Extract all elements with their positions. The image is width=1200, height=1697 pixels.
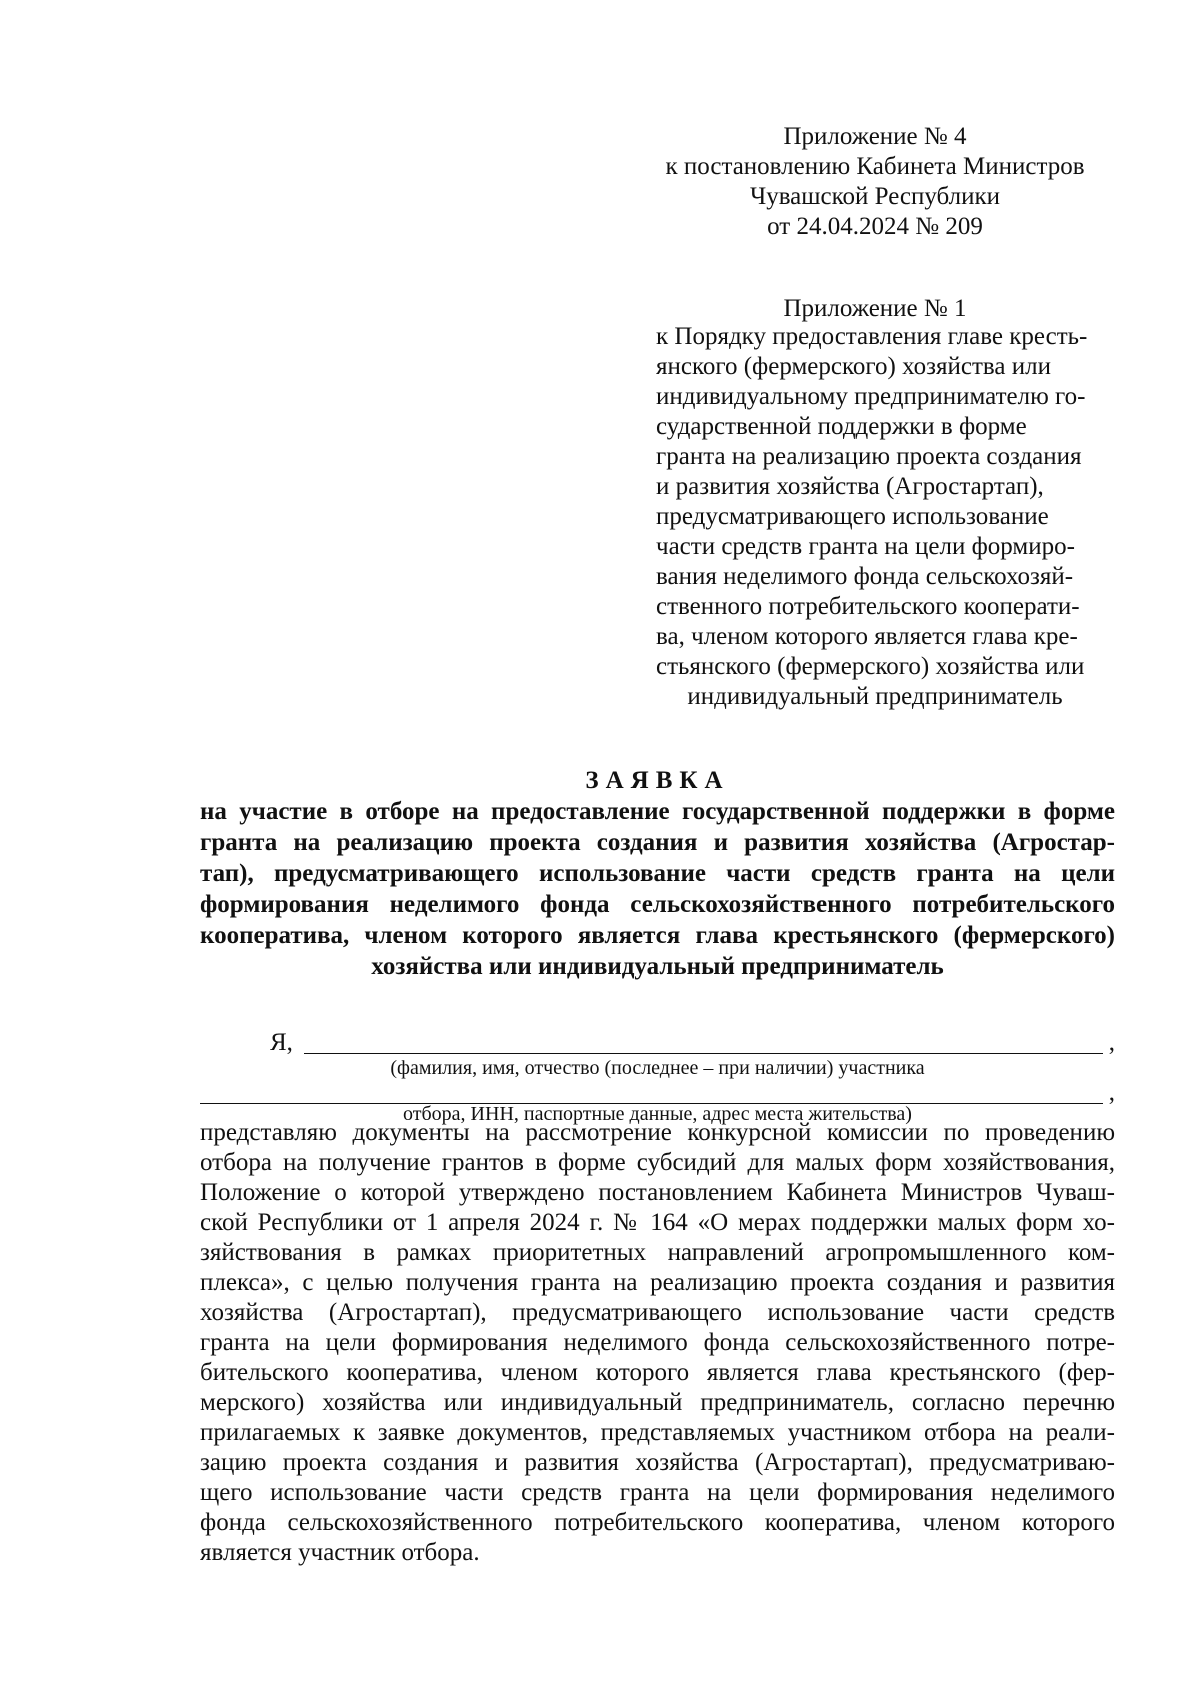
appendix-1-line: вания неделимого фонда сельскохозяй- [656,563,1074,590]
appendix-1-title: Приложение № 1 [783,295,967,322]
subtitle-line: формирования неделимого фонда сельскохозяйственного потребительского [200,891,1115,918]
appendix-1-last-line: индивидуальный предприниматель [687,683,1063,710]
appendix-4-resolution: к постановлению Кабинета Министров [665,153,1085,180]
appendix-1-line: части средств гранта на цели формиро- [656,533,1075,560]
subtitle-line: хозяйства или индивидуальный предприниматель [371,953,944,980]
appendix-1-line: к Порядку предоставления главе кресть- [656,323,1088,350]
appendix-1-line: индивидуальному предпринимателю го- [656,383,1086,410]
appendix-1-line: и развития хозяйства (Агростартап), [656,473,1044,500]
appendix-1-line: янского (фермерского) хозяйства или [656,353,1051,380]
applicant-name-comma: , [1108,1029,1115,1056]
body-line: мерского) хозяйства или индивидуальный предприниматель, согласно перечню [200,1389,1115,1416]
applicant-details-caption: отбора, ИНН, паспортные данные, адрес места жительства) [403,1103,912,1125]
body-line: бительского кооператива, членом которого является глава крестьянского (фер- [200,1359,1115,1386]
application-body [200,1118,1115,1568]
subtitle-line: гранта на реализацию проекта создания и развития хозяйства (Агростар- [200,829,1115,856]
subtitle-line: тап), предусматривающего использование части средств гранта на цели [200,860,1115,887]
appendix-1-body [656,322,1114,682]
appendix-4-header [640,122,1110,242]
application-subtitle [200,796,1115,982]
appendix-4-republic: Чувашской Республики [749,183,1001,210]
appendix-1-line: ва, членом которого является глава кре- [656,623,1078,650]
applicant-details-comma: , [1108,1079,1115,1106]
body-line: хозяйства (Агростартап), предусматривающего использование части средств [200,1299,1115,1326]
body-line: зяйствования в рамках приоритетных направлений агропромышленного ком- [200,1239,1115,1266]
body-line: Положение о которой утверждено постановлением Кабинета Министров Чуваш- [200,1179,1115,1206]
body-line: фонда сельскохозяйственного потребительского кооператива, членом которого [200,1509,1115,1536]
appendix-1-line: сударственной поддержки в форме [656,413,1027,440]
subtitle-line: на участие в отборе на предоставление государственной поддержки в форме [200,798,1115,825]
body-line: щего использование части средств гранта на цели формирования неделимого [200,1479,1115,1506]
body-line: плекса», с целью получения гранта на реализацию проекта создания и развития [200,1269,1115,1296]
body-line: является участник отбора. [200,1539,480,1566]
application-title: ЗАЯВКА [585,767,730,794]
applicant-name-caption: (фамилия, имя, отчество (последнее – при наличии) участника [390,1057,925,1079]
body-line: зацию проекта создания и развития хозяйства (Агростартап), предусматриваю- [200,1449,1115,1476]
appendix-1-line: гранта на реализацию проекта создания [656,443,1082,470]
body-line: ской Республики от 1 апреля 2024 г. № 164 «О мерах поддержки малых форм хо- [200,1209,1115,1236]
body-line: гранта на цели формирования неделимого фонда сельскохозяйственного потре- [200,1329,1115,1356]
applicant-name-row [200,1028,1115,1058]
appendix-1-line: ственного потребительского кооперати- [656,593,1080,620]
applicant-prefix: Я, [270,1029,293,1056]
appendix-4-date: от 24.04.2024 № 209 [767,213,983,240]
body-line: прилагаемых к заявке документов, представляемых участником отбора на реали- [200,1419,1115,1446]
body-line: отбора на получение грантов в форме субсидий для малых форм хозяйствования, [200,1149,1115,1176]
body-line: представляю документы на рассмотрение конкурсной комиссии по проведению [200,1119,1115,1146]
applicant-name-field[interactable] [304,1053,1103,1054]
appendix-1-line: стьянского (фермерского) хозяйства или [656,653,1085,680]
subtitle-line: кооператива, членом которого является глава крестьянского (фермерского) [200,922,1115,949]
appendix-4-number: Приложение № 4 [783,123,967,150]
appendix-1-line: предусматривающего использование [656,503,1049,530]
